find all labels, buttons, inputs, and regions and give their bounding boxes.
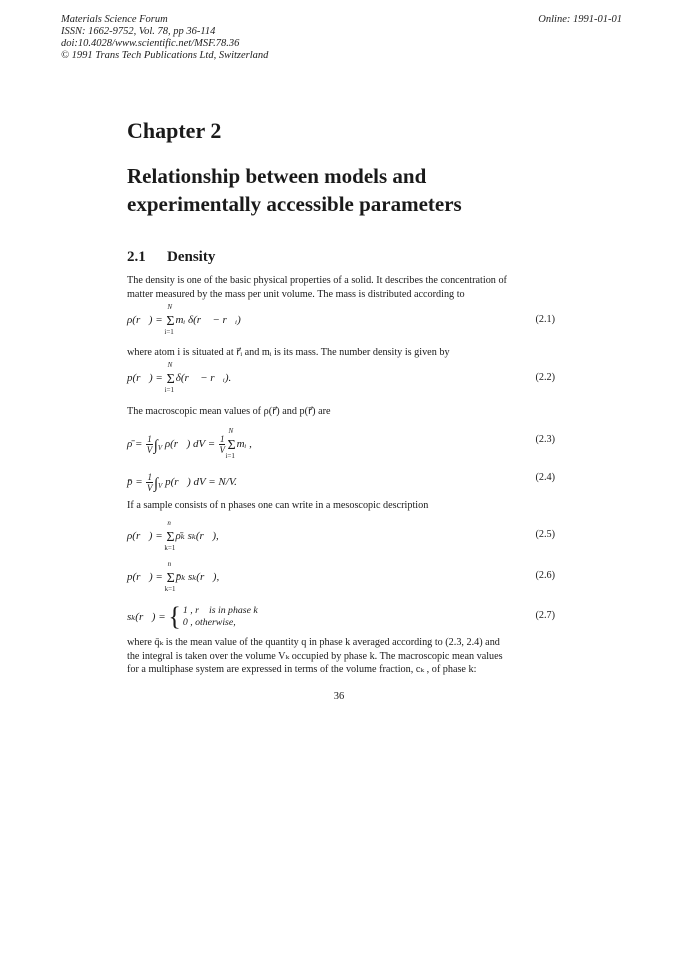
- fraction-denominator: V: [146, 483, 153, 493]
- equation-lhs: ρ(r⃗) =: [127, 530, 166, 542]
- equation-body: [127, 602, 258, 632]
- paragraph-1-line-1: The density is one of the basic physical properties of a solid. It describes the concentration of: [127, 275, 507, 286]
- sum-upper-limit: n: [167, 560, 172, 568]
- page-number: 36: [333, 691, 345, 702]
- left-brace: {: [168, 602, 181, 631]
- equation-body: [127, 519, 219, 552]
- copyright-line: © 1991 Trans Tech Publications Ltd, Switzerland: [61, 50, 269, 61]
- paragraph-1-line-2: matter measured by the mass per unit volume. The mass is distributed according to: [127, 288, 465, 300]
- sum-lower-limit: i=1: [225, 452, 235, 461]
- sum-symbol: Σ N i=1: [164, 303, 175, 336]
- cases: [183, 605, 258, 629]
- equation-2-5: [127, 519, 555, 552]
- online-date: [538, 14, 622, 26]
- equation-2-4: [127, 464, 555, 492]
- fraction-denominator: V: [219, 445, 225, 455]
- online-date-text: Online: 1991-01-01: [538, 14, 622, 25]
- sum-upper-limit: N: [228, 427, 234, 436]
- chapter-title-line-2: experimentally accessible parameters: [127, 192, 462, 216]
- paragraph-2: [127, 346, 557, 360]
- chapter-title-line-1: Relationship between models and: [127, 164, 427, 188]
- paragraph-5-line-2: the integral is taken over the volume Vₖ occupied by phase k. The macroscopic mean values: [127, 650, 503, 662]
- paragraph-3-line-1: The macroscopic mean values of ρ(r⃗) and p(r⃗) are: [127, 406, 331, 417]
- equation-2-1: [127, 303, 555, 336]
- sum-symbol: Σ N i=1: [225, 427, 236, 461]
- sum-upper-limit: n: [167, 519, 171, 527]
- fraction-denominator: V: [146, 445, 153, 455]
- integrand: ρ(r⃗) dV =: [164, 438, 218, 451]
- paragraph-3: [127, 405, 557, 419]
- journal-header: [61, 14, 268, 62]
- case-2: 0 , otherwise,: [182, 617, 236, 629]
- paragraph-4: [127, 499, 557, 513]
- chapter-label: Chapter 2: [127, 118, 222, 143]
- equation-body: p̄ = $\frac{1}{V}$ $\int_V$ p(r⃗) dV = N/V.: [127, 472, 237, 493]
- equation-number: (2.5): [535, 529, 555, 540]
- integral-symbol: ∫: [153, 476, 159, 493]
- equation-number: (2.6): [535, 570, 555, 581]
- journal-name: Materials Science Forum: [61, 14, 168, 25]
- sum-lower-limit: k=1: [164, 544, 176, 552]
- doi-line: doi:10.4028/www.scientific.net/MSF.78.36: [61, 38, 240, 49]
- equation-body: [127, 361, 232, 394]
- equation-rhs: ρ̄ₖ sₖ(r⃗),: [175, 530, 219, 542]
- equation-rhs: p̄ₖ sₖ(r⃗),: [175, 571, 220, 583]
- equation-lhs: ρ(r⃗) =: [127, 314, 166, 326]
- equation-lhs: p(r⃗) =: [127, 571, 166, 583]
- equation-2-7: [127, 600, 555, 636]
- sum-lower-limit: i=1: [164, 386, 174, 394]
- equation-rhs: mᵢ ,: [236, 438, 252, 451]
- issn-line: ISSN: 1662-9752, Vol. 78, pp 36-114: [61, 26, 216, 37]
- sum-lower-limit: i=1: [164, 328, 174, 336]
- equation-body: [127, 303, 241, 336]
- fraction-numerator: 1: [147, 472, 152, 482]
- equation-lhs: p(r⃗) =: [127, 372, 166, 384]
- fraction: [146, 434, 153, 455]
- equation-number: (2.1): [535, 314, 555, 325]
- sum-symbol: Σ N i=1: [164, 361, 175, 394]
- equation-body: ρ̄ = $\frac{1}{V}$ $\int_V$ ρ(r⃗) dV = $\frac{1}{V}$ Σ N i=1 mᵢ ,: [127, 427, 252, 461]
- sum-symbol: Σ n k=1: [164, 519, 176, 552]
- paragraph-1: [127, 274, 557, 301]
- equation-2-2: [127, 361, 555, 394]
- paragraph-2-line-1: where atom i is situated at r⃗ᵢ and mᵢ is its mass. The number density is given by: [127, 347, 450, 358]
- sum-upper-limit: N: [167, 361, 173, 369]
- fraction-numerator: 1: [147, 434, 152, 444]
- fraction: [146, 472, 153, 493]
- equation-rhs: δ(r⃗ − r⃗ᵢ).: [175, 372, 232, 384]
- case-1: 1 , r⃗ is in phase k: [182, 605, 258, 617]
- equation-number: (2.4): [535, 472, 555, 483]
- equation-number: (2.2): [535, 372, 555, 383]
- fraction-numerator: 1: [219, 434, 225, 444]
- integral-symbol: ∫: [153, 438, 158, 455]
- sum-lower-limit: k=1: [164, 585, 176, 593]
- paragraph-5: [127, 636, 557, 677]
- equation-body: [127, 560, 220, 593]
- chapter-title: [127, 162, 462, 218]
- paragraph-5-line-3: for a multiphase system are expressed in terms of the volume fraction, cₖ , of phase k:: [127, 664, 477, 675]
- equation-2-6: [127, 560, 555, 593]
- paragraph-5-line-1: where q̄ₖ is the mean value of the quantity q in phase k averaged according to (2.3, 2.4) and: [127, 637, 500, 648]
- integrand: p(r⃗) dV = N/V.: [165, 476, 237, 489]
- paragraph-4-line-1: If a sample consists of n phases one can write in a mesoscopic description: [127, 500, 429, 511]
- equation-rhs: mᵢ δ(r⃗ − r⃗ᵢ): [175, 314, 241, 326]
- section-title: Density: [167, 249, 216, 265]
- sum-upper-limit: N: [167, 303, 173, 311]
- equation-number: (2.3): [535, 434, 555, 445]
- equation-2-3: [127, 426, 555, 461]
- equation-number: (2.7): [535, 610, 555, 621]
- equation-lhs: sₖ(r⃗) =: [127, 611, 169, 623]
- section-number: 2.1: [127, 249, 146, 265]
- equation-lhs: p̄ =: [127, 476, 146, 489]
- section-heading: [127, 249, 215, 266]
- sum-symbol: Σ n k=1: [164, 560, 176, 593]
- equation-lhs: ρ̄ =: [127, 438, 146, 451]
